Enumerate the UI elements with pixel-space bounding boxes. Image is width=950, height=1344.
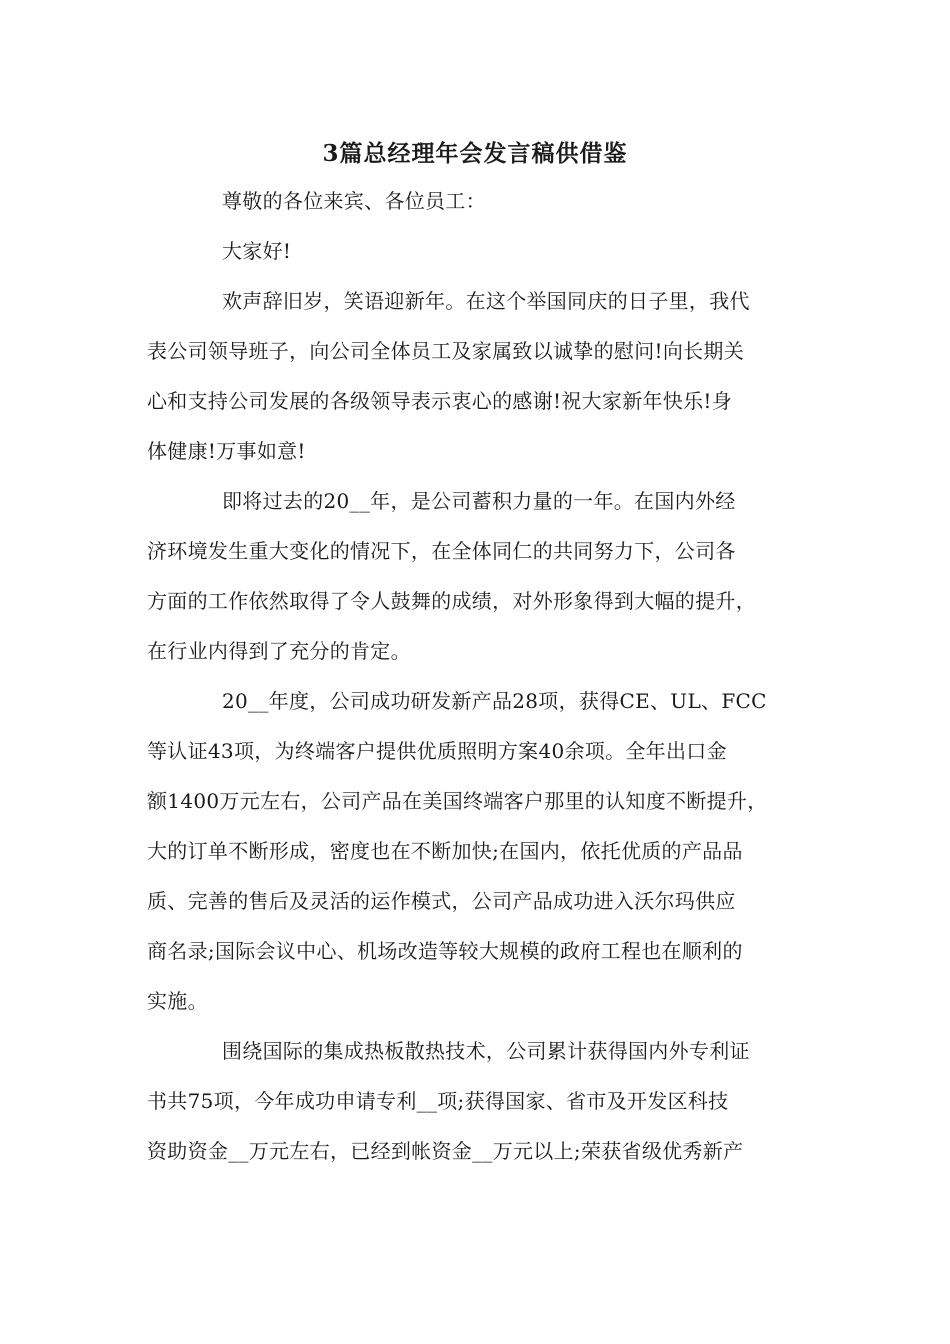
paragraph-3-line-5: 质、完善的售后及灵活的运作模式，公司产品成功进入沃尔玛供应	[147, 889, 736, 913]
paragraph-3-line-6: 商名录;国际会议中心、机场改造等较大规模的政府工程也在顺利的	[147, 939, 743, 963]
paragraph-4-line-1: 围绕国际的集成热板散热技术，公司累计获得国内外专利证	[222, 1039, 750, 1063]
paragraph-3-line-2: 等认证43项，为终端客户提供优质照明方案40余项。全年出口金	[147, 739, 727, 763]
paragraph-1-line-3: 心和支持公司发展的各级领导表示衷心的感谢!祝大家新年快乐!身	[147, 389, 733, 413]
paragraph-3-line-1: 20__年度，公司成功研发新产品28项，获得CE、UL、FCC	[222, 689, 767, 713]
paragraph-2-line-2: 济环境发生重大变化的情况下，在全体同仁的共同努力下，公司各	[147, 539, 736, 563]
paragraph-2-line-1: 即将过去的20__年，是公司蓄积力量的一年。在国内外经	[222, 489, 736, 513]
paragraph-4-line-3: 资助资金__万元左右，已经到帐资金__万元以上;荣获省级优秀新产	[147, 1139, 744, 1163]
paragraph-3-line-7: 实施。	[147, 989, 208, 1013]
paragraph-3-line-3: 额1400万元左右，公司产品在美国终端客户那里的认知度不断提升，	[147, 789, 768, 813]
paragraph-1-line-1: 欢声辞旧岁，笑语迎新年。在这个举国同庆的日子里，我代	[222, 289, 750, 313]
greeting: 大家好!	[222, 239, 292, 263]
document-title: 3篇总经理年会发言稿供借鉴	[322, 140, 628, 167]
paragraph-1-line-4: 体健康!万事如意!	[147, 439, 306, 463]
paragraph-3-line-4: 大的订单不断形成，密度也在不断加快;在国内，依托优质的产品品	[147, 839, 743, 863]
salutation: 尊敬的各位来宾、各位员工：	[222, 189, 486, 213]
paragraph-2-line-4: 在行业内得到了充分的肯定。	[147, 639, 411, 663]
paragraph-1-line-2: 表公司领导班子，向公司全体员工及家属致以诚挚的慰问!向长期关	[147, 339, 745, 363]
paragraph-2-line-3: 方面的工作依然取得了令人鼓舞的成绩，对外形象得到大幅的提升，	[147, 589, 756, 613]
paragraph-4-line-2: 书共75项，今年成功申请专利__项;获得国家、省市及开发区科技	[147, 1089, 729, 1113]
